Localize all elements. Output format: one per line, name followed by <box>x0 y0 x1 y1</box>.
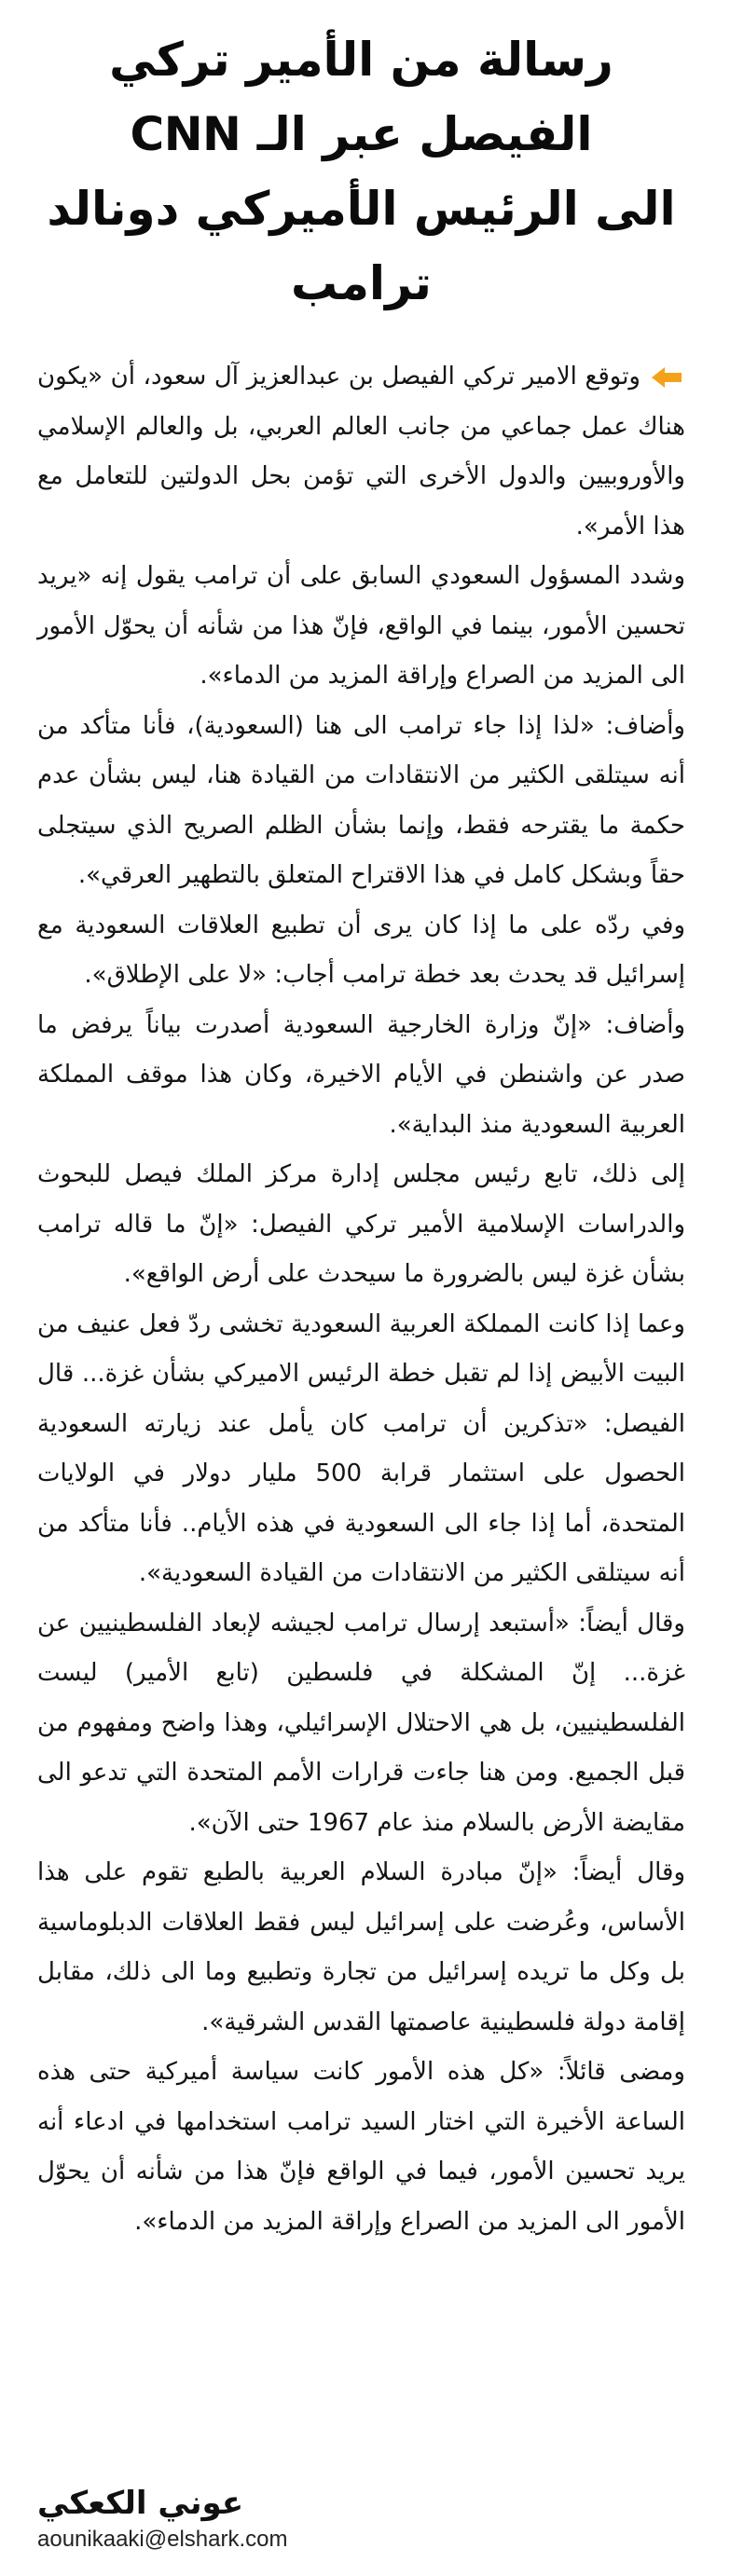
paragraph: إلى ذلك، تابع رئيس مجلس إدارة مركز الملك فيصل للبحوث والدراسات الإسلامية الأمير تركي الفيصل: «إنّ ما قاله ترامب بشأن غزة ليس بالضرورة ما سيحدث على أرض الواقع». <box>37 1160 685 1288</box>
paragraph <box>37 352 685 552</box>
paragraph: وأضاف: «إنّ وزارة الخارجية السعودية أصدرت بياناً يرفض ما صدر عن واشنطن في الأيام الاخيرة، وكان هذا موقف المملكة العربية السعودية منذ البداية». <box>37 1010 685 1139</box>
orange-arrow-icon <box>648 364 685 391</box>
paragraph: وشدد المسؤول السعودي السابق على أن ترامب يقول إنه «يريد تحسين الأمور، بينما في الواقع، فإنّ هذا من شأنه أن يحوّل الأمور الى المزيد من الصراع وإراقة المزيد من الدماء». <box>37 562 685 690</box>
paragraph: وقال أيضاً: «أستبعد إرسال ترامب لجيشه لإبعاد الفلسطينيين عن غزة... إنّ المشكلة في فلسطين (تابع الأمير) ليست الفلسطينيين، بل هي الاحتلال الإسرائيلي، وهذا واضح ومفهوم من قبل الجميع. ومن هنا جاءت قرارات الأمم المتحدة التي تدعو الى مقايضة الأرض بالسلام منذ عام 1967 حتى الآن». <box>37 1609 685 1837</box>
headline-line-1: رسالة من الأمير تركي الفيصل عبر الـ CNN <box>109 33 613 161</box>
paragraph-text: وتوقع الامير تركي الفيصل بن عبدالعزيز آل سعود، أن «يكون هناك عمل جماعي من جانب العالم العربي، بل والعالم الإسلامي والأوروبيين والدول الأخرى التي تؤمن بحل الدولتين للتعامل مع هذا الأمر». <box>37 363 685 541</box>
paragraph: وأضاف: «لذا إذا جاء ترامب الى هنا (السعودية)، فأنا متأكد من أنه سيتلقى الكثير من الانتقادات من القيادة هنا، ليس بشأن عدم حكمة ما يقترحه فقط، وإنما بشأن الظلم الصريح الذي سيتجلى حقاً وبشكل كامل في هذا الاقتراح المتعلق بالتطهير العرقي». <box>37 711 685 889</box>
paragraph: وقال أيضاً: «إنّ مبادرة السلام العربية بالطبع تقوم على هذا الأساس، وعُرضت على إسرائيل ليس فقط العلاقات الدبلوماسية بل وكل ما تريده إسرائيل من تجارة وتطبيع وما الى ذلك، مقابل إقامة دولة فلسطينية عاصمتها القدس الشرقية». <box>37 1858 685 2036</box>
paragraph: وعما إذا كانت المملكة العربية السعودية تخشى ردّ فعل عنيف من البيت الأبيض إذا لم تقبل خطة الرئيس الاميركي بشأن غزة... قال الفيصل: «تذكرين أن ترامب كان يأمل عند زيارته السعودية الحصول على استثمار قرابة 500 مليار دولار في الولايات المتحدة، أما إذا جاء الى السعودية في هذه الأيام.. فأنا متأكد من أنه سيتلقى الكثير من الانتقادات من القيادة السعودية». <box>37 1309 685 1587</box>
author-email: aounikaaki@elshark.com <box>37 2527 288 2552</box>
paragraph: ومضى قائلاً: «كل هذه الأمور كانت سياسة أميركية حتى هذه الساعة الأخيرة التي اختار السيد ترامب استخدامها في ادعاء أنه يريد تحسين الأمور، فيما في الواقع فإنّ هذا من شأنه أن يحوّل الأمور الى المزيد من الصراع وإراقة المزيد من الدماء». <box>37 2058 685 2236</box>
article-body <box>37 352 685 2247</box>
paragraph: وفي ردّه على ما إذا كان يرى أن تطبيع العلاقات السعودية مع إسرائيل قد يحدث بعد خطة ترامب أجاب: «لا على الإطلاق». <box>37 911 685 989</box>
headline <box>37 22 685 321</box>
headline-line-2: الى الرئيس الأميركي دونالد ترامب <box>47 182 676 310</box>
byline <box>37 2483 685 2555</box>
author-name: عوني الكعكي <box>37 2485 244 2522</box>
